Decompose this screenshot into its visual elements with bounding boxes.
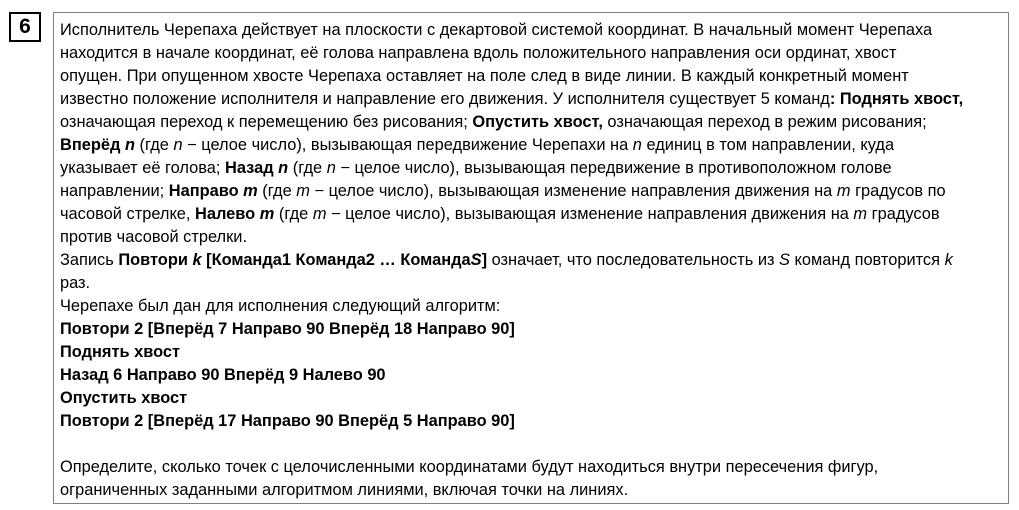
algorithm-intro: Черепахе был дан для исполнения следующий алгоритм: <box>60 297 501 315</box>
task-number-badge <box>9 12 41 42</box>
command-right: Направо <box>168 182 244 200</box>
var-n: n <box>632 136 642 154</box>
var-m: m <box>312 205 327 223</box>
command-list: [Команда1 Команда2 … Команда <box>201 251 471 269</box>
text-fragment: (где <box>134 136 174 154</box>
intro-line-2: находится в начале координат, её голова направлена вдоль положительного направления оси ординат, хвост <box>60 44 897 62</box>
intro-line-1: Исполнитель Черепаха действует на плоскости с декартовой системой координат. В начальный момент Черепаха <box>60 21 933 39</box>
algorithm-line: Повтори 2 [Вперёд 17 Направо 90 Вперёд 5 Направо 90] <box>60 412 515 430</box>
text-fragment: градусов <box>867 205 940 223</box>
intro-line-8 <box>60 180 1000 203</box>
var-s: S <box>470 251 482 269</box>
var-k: k <box>192 251 202 269</box>
repeat-note-paragraph <box>60 249 1000 295</box>
text-fragment: (где <box>257 182 297 200</box>
task-number: 6 <box>19 15 31 38</box>
var-n: n <box>278 159 289 177</box>
command-left: Налево <box>195 205 260 223</box>
intro-line-7 <box>60 157 1000 180</box>
task-text-box <box>53 12 1009 504</box>
text-fragment: − целое число), вызывающая изменение направления движения на <box>326 205 854 223</box>
var-m: m <box>243 182 258 200</box>
text-fragment: часовой стрелке, <box>60 205 196 223</box>
text-fragment: − целое число), вызывающая передвижение Черепахи на <box>182 136 633 154</box>
var-k: k <box>944 251 953 269</box>
intro-line-9 <box>60 203 1000 226</box>
intro-line-4-text: известно положение исполнителя и направление его движения. У исполнителя существует 5 команд <box>60 90 830 108</box>
bracket-close: ] <box>481 251 488 269</box>
text-fragment: − целое число), вызывающая передвижение в противоположном голове <box>335 159 892 177</box>
var-n: n <box>326 159 336 177</box>
text-fragment: градусов по <box>850 182 946 200</box>
intro-line-6 <box>60 134 1000 157</box>
intro-line-4 <box>60 88 1000 111</box>
question-line-2: ограниченных заданными алгоритмом линиями, включая точки на линиях. <box>60 481 629 499</box>
var-m: m <box>836 182 851 200</box>
repeat-note-line-1 <box>60 249 1000 272</box>
intro-line-5-tail: означающая переход в режим рисования; <box>602 113 927 131</box>
text-fragment: означает, что последовательность из <box>487 251 780 269</box>
intro-paragraph <box>60 19 1000 249</box>
algorithm-block <box>60 295 1000 433</box>
command-back: Назад <box>225 159 279 177</box>
var-n: n <box>124 136 135 154</box>
command-repeat: Повтори <box>118 251 193 269</box>
var-m: m <box>259 205 275 223</box>
text-fragment: Запись <box>60 251 119 269</box>
var-m: m <box>853 205 868 223</box>
var-n: n <box>173 136 183 154</box>
text-fragment: команд повторится <box>789 251 945 269</box>
algorithm-line: Опустить хвост <box>60 389 188 407</box>
question-paragraph <box>60 456 1000 502</box>
text-fragment: единиц в том направлении, куда <box>641 136 895 154</box>
text-fragment: − целое число), вызывающая изменение направления движения на <box>309 182 837 200</box>
repeat-note-line-2: раз. <box>60 274 91 292</box>
blank-line <box>60 433 1000 456</box>
text-fragment: указывает её голова; <box>60 159 225 177</box>
text-fragment: (где <box>274 205 313 223</box>
command-lower-tail: Опустить хвост, <box>472 113 603 131</box>
algorithm-line: Назад 6 Направо 90 Вперёд 9 Налево 90 <box>60 366 386 384</box>
command-raise-tail: : Поднять хвост, <box>829 90 964 108</box>
intro-line-5-text: означающая переход к перемещению без рисования; <box>60 113 473 131</box>
algorithm-line: Поднять хвост <box>60 343 181 361</box>
intro-line-10: против часовой стрелки. <box>60 228 248 246</box>
intro-line-5 <box>60 111 1000 134</box>
command-forward: Вперёд <box>60 136 125 154</box>
question-line-1: Определите, сколько точек с целочисленными координатами будут находиться внутри пересечения фигур, <box>60 458 879 476</box>
var-m: m <box>296 182 310 200</box>
algorithm-line: Повтори 2 [Вперёд 7 Направо 90 Вперёд 18 Направо 90] <box>60 320 515 338</box>
intro-line-3: опущен. При опущенном хвосте Черепаха оставляет на поле след в виде линии. В каждый конкретный момент <box>60 67 909 85</box>
var-s: S <box>779 251 790 269</box>
text-fragment: (где <box>288 159 327 177</box>
text-fragment: направлении; <box>60 182 169 200</box>
